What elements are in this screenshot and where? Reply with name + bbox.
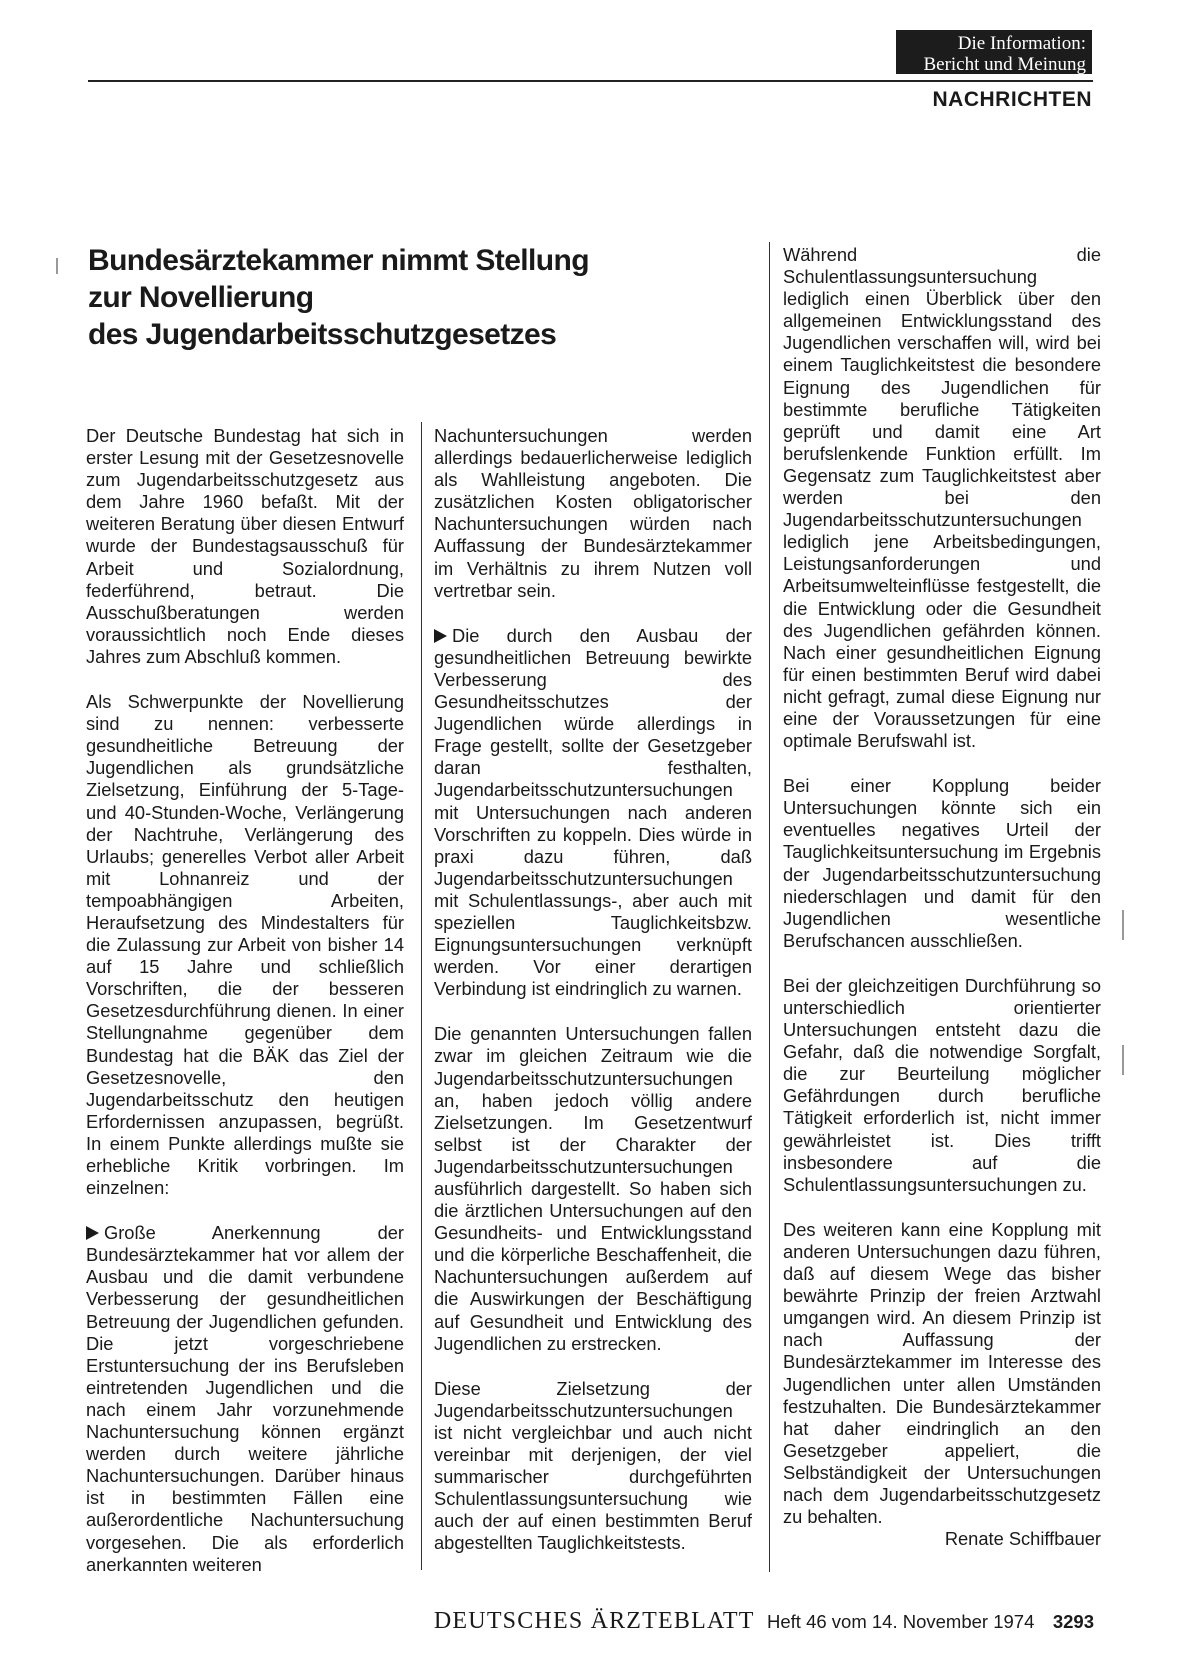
author-signature: Renate Schiffbauer [944, 1528, 1101, 1550]
article-column-2 [434, 425, 752, 1578]
title-line-2: zur Novellierung [88, 281, 314, 314]
header-line-1: Die Information: [957, 33, 1086, 54]
margin-mark [56, 258, 58, 274]
article-title [88, 242, 728, 353]
header-line-2: Bericht und Meinung [923, 54, 1086, 75]
journal-name: DEUTSCHES ÄRZTEBLATT [433, 1608, 755, 1634]
bullet-triangle-icon [434, 629, 447, 643]
section-header-box [896, 30, 1092, 74]
paragraph: Nachuntersuchungen werden allerdings bedauerlicherweise lediglich als Wahlleistung angeboten. Die zusätzlichen Kosten obligatorischer Nachuntersuchungen würden nach Auffassung der Bundesärztekammer im Verhältnis zu ihrem Nutzen voll vertretbar sein. [434, 425, 752, 601]
bullet-triangle-icon [86, 1226, 99, 1240]
paragraph: Als Schwerpunkte der Novellierung sind zu nennen: verbesserte gesundheitliche Betreuung der Jugendlichen als grundsätzliche Zielsetzung, Einführung der 5-Tage- und 40-Stunden-Woche, Verlängerung der Nachtruhe, Verlängerung des Urlaubs; generelles Verbot aller Arbeit mit Lohnanreiz und der tempoabhängigen Arbeiten, Heraufsetzung des Mindestalters für die Zulassung zur Arbeit von bisher 14 auf 15 Jahre und schließlich Vorschriften, die der besseren Gesetzesdurchführung dienen. In einer Stellungnahme gegenüber dem Bundestag hat die BÄK das Ziel der Gesetzesnovelle, den Jugendarbeitsschutz den heutigen Erfordernissen anzupassen, begrüßt. In einem Punkte allerdings mußte sie erhebliche Kritik vorbringen. Im einzelnen: [86, 691, 404, 1199]
paragraph: Der Deutsche Bundestag hat sich in erster Lesung mit der Gesetzesnovelle zum Jugendarbeitsschutzgesetz aus dem Jahre 1960 befaßt. Mit der weiteren Beratung über diesen Entwurf wurde der Bundestagsausschuß für Arbeit und Sozialordnung, federführend, betraut. Die Ausschußberatungen werden voraussichtlich noch Ende dieses Jahres zum Abschluß kommen. [86, 425, 404, 667]
title-line-3: des Jugendarbeitsschutzgesetzes [88, 318, 557, 351]
issue-info: Heft 46 vom 14. November 1974 [767, 1611, 1035, 1632]
margin-mark [1122, 910, 1124, 940]
paragraph [86, 1222, 404, 1576]
paragraph-text: Die durch den Ausbau der gesundheitlichen Betreuung bewirkte Verbesserung des Gesundheitsschutzes der Jugendlichen würde allerdings in Frage gestellt, sollte der Gesetzgeber daran festhalten, Jugendarbeitsschutzuntersuchungen mit Untersuchungen nach anderen Vorschriften zu koppeln. Dies würde in praxi dazu führen, daß Jugendarbeitsschutzuntersuchungen mit Schulentlassungs-, aber auch mit speziellen Tauglichkeitsbzw. Eignungsuntersuchungen verknüpft werden. Vor einer derartigen Verbindung ist eindringlich zu warnen. [434, 624, 752, 1000]
paragraph [434, 625, 752, 1001]
paragraph: Bei der gleichzeitigen Durchführung so unterschiedlich orientierter Untersuchungen entsteht dazu die Gefahr, daß die notwendige Sorgfalt, die zur Beurteilung möglicher Gefährdungen durch berufliche Tätigkeit erforderlich ist, nicht immer gewährleistet ist. Dies trifft insbesondere auf die Schulentlassungsuntersuchungen zu. [783, 974, 1101, 1195]
paragraph: Bei einer Kopplung beider Untersuchungen könnte sich ein eventuelles negatives Urteil der Tauglichkeitsuntersuchung im Ergebnis der Jugendarbeitsschutzuntersuchung niederschlagen und damit für den Jugendlichen wesentliche Berufschancen ausschließen. [783, 775, 1101, 951]
page-number: 3293 [1052, 1611, 1094, 1632]
title-line-1: Bundesärztekammer nimmt Stellung [88, 244, 589, 277]
page-footer [424, 1608, 1094, 1635]
column-divider [421, 422, 422, 1570]
header-rule [88, 80, 1093, 82]
paragraph: Die genannten Untersuchungen fallen zwar im gleichen Zeitraum wie die Jugendarbeitsschutzuntersuchungen an, haben jedoch völlig andere Zielsetzungen. Im Gesetzentwurf selbst ist der Charakter der Jugendarbeitsschutzuntersuchungen ausführlich dargestellt. So haben sich die ärztlichen Untersuchungen auf den Gesundheits- und Entwicklungsstand und die körperliche Beschaffenheit, die Nachuntersuchungen außerdem auf die Auswirkungen der Beschäftigung auf Gesundheit und Entwicklung des Jugendlichen zu erstrecken. [434, 1023, 752, 1354]
margin-mark [1122, 1045, 1124, 1075]
paragraph: Diese Zielsetzung der Jugendarbeitsschutzuntersuchungen ist nicht vergleichbar und auch nicht vereinbar mit derjenigen, der viel summarischer durchgeführten Schulentlassungsuntersuchung wie auch der auf einen bestimmten Beruf abgestellten Tauglichkeitstests. [434, 1377, 752, 1554]
section-label: NACHRICHTEN [932, 88, 1092, 111]
paragraph-text: Große Anerkennung der Bundesärztekammer hat vor allem der Ausbau und die damit verbundene Verbesserung der gesundheitlichen Betreuung der Jugendlichen gefunden. Die jetzt vorgeschriebene Erstuntersuchung der ins Berufsleben eintretenden Jugendlichen und die nach einem Jahr vorzunehmende Nachuntersuchung können ergänzt werden durch weitere jährliche Nachuntersuchungen. Darüber hinaus ist in bestimmten Fällen eine außerordentliche Nachuntersuchung vorgesehen. Die als erforderlich anerkannten weiteren [86, 1222, 404, 1575]
article-column-3 [783, 244, 1101, 1573]
article-column-1 [86, 425, 404, 1599]
paragraph: Während die Schulentlassungsuntersuchung lediglich einen Überblick über den allgemeinen Entwicklungsstand des Jugendlichen verschaffen will, wird bei einem Tauglichkeitstest die besondere Eignung des Jugendlichen für bestimmte berufliche Tätigkeiten geprüft und damit eine Art berufslenkende Funktion erfüllt. Im Gegensatz zum Tauglichkeitstest aber werden bei den Jugendarbeitsschutzuntersuchungen lediglich jene Arbeitsbedingungen, Leistungsanforderungen und Arbeitsumwelteinflüsse festgestellt, die die Entwicklung oder die Gesundheit des Jugendlichen gefährden können. Nach einer gesundheitlichen Eignung für einen bestimmten Beruf wird dabei nicht gefragt, zumal diese Eignung nur eine der Voraussetzungen für eine optimale Berufswahl ist. [783, 244, 1101, 752]
column-divider [769, 242, 770, 1572]
paragraph: Des weiteren kann eine Kopplung mit anderen Untersuchungen dazu führen, daß auf diesem Wege das bisher bewährte Prinzip der freien Arztwahl umgangen wird. An diesem Prinzip ist nach Auffassung der Bundesärztekammer im Interesse des Jugendlichen unter allen Umständen festzuhalten. Die Bundesärztekammer hat daher eindringlich an den Gesetzgeber appeliert, die Selbständigkeit der Untersuchungen nach dem Jugendarbeitsschutzgesetz zu behalten. [783, 1218, 1101, 1528]
